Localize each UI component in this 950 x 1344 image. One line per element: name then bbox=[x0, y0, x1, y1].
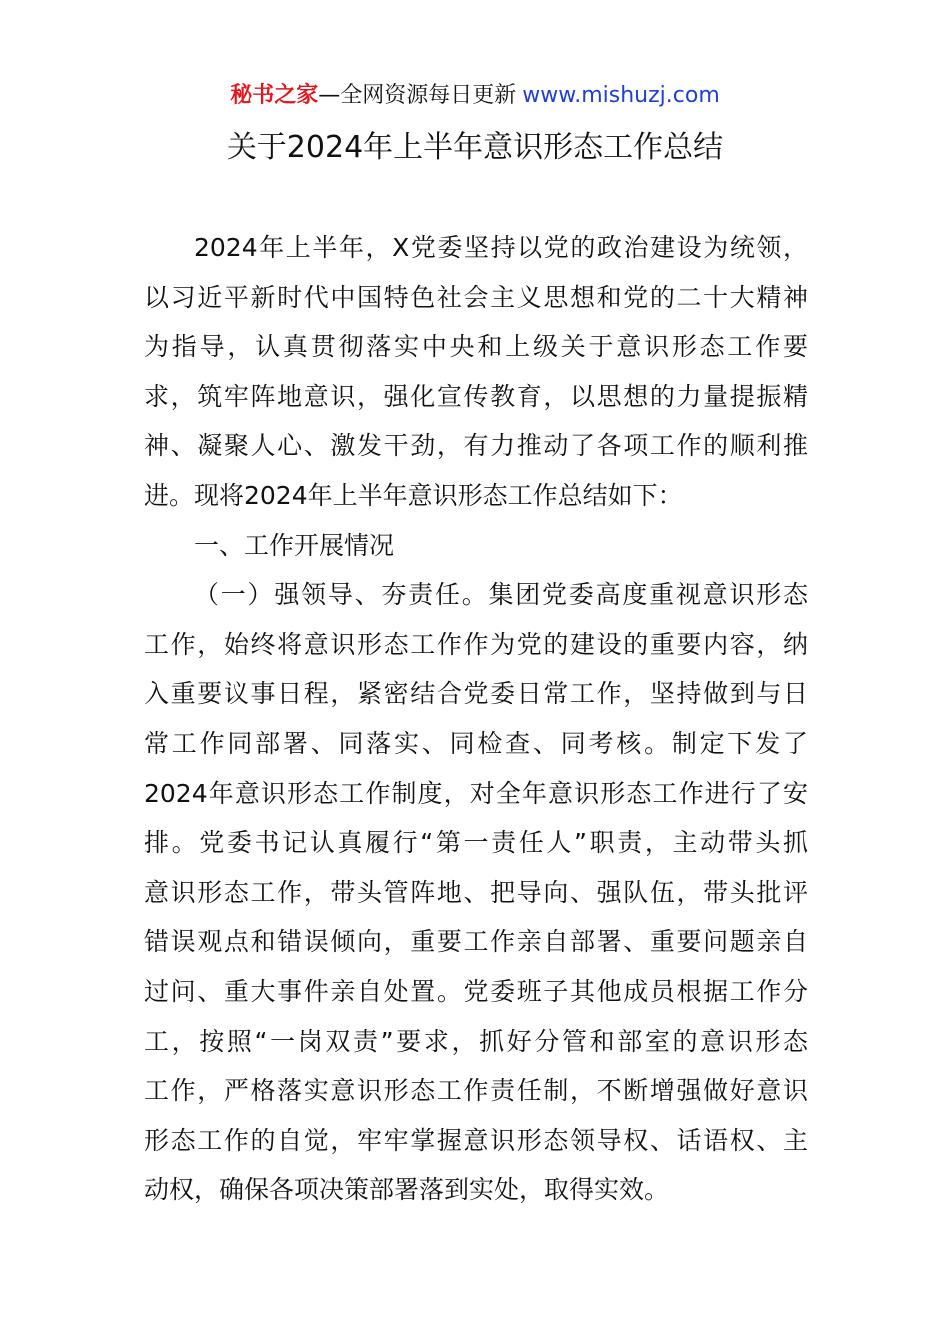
body-line: 求，筑牢阵地意识，强化宣传教育，以思想的力量提振精 bbox=[144, 381, 808, 411]
body-line: 排。党委书记认真履行“第一责任人”职责，主动带头抓 bbox=[144, 828, 808, 858]
section-heading: 一、工作开展情况 bbox=[194, 530, 395, 560]
document-title: 关于2024年上半年意识形态工作总结 bbox=[226, 130, 724, 165]
page-header bbox=[0, 80, 950, 112]
body-line: 意识形态工作，带头管阵地、把导向、强队伍，带头批评 bbox=[144, 877, 808, 907]
body-line: 过问、重大事件亲自处置。党委班子其他成员根据工作分 bbox=[144, 976, 808, 1006]
body-line: 动权，确保各项决策部署落到实处，取得实效。 bbox=[144, 1175, 670, 1205]
document-body bbox=[144, 223, 808, 1215]
site-tagline: —全网资源每日更新 bbox=[318, 83, 517, 108]
body-line: 错误观点和错误倾向，重要工作亲自部署、重要问题亲自 bbox=[144, 927, 808, 957]
body-line: 进。现将2024年上半年意识形态工作总结如下： bbox=[144, 480, 683, 510]
body-line: 工作，严格落实意识形态工作责任制，不断增强做好意识 bbox=[144, 1076, 808, 1106]
body-line: （一）强领导、夯责任。集团党委高度重视意识形态 bbox=[194, 580, 808, 610]
body-line: 工作，始终将意识形态工作作为党的建设的重要内容，纳 bbox=[144, 629, 808, 659]
body-line: 2024年意识形态工作制度，对全年意识形态工作进行了安 bbox=[144, 778, 808, 808]
site-url-link[interactable]: www.mishuzj.com bbox=[522, 83, 720, 108]
body-line: 2024年上半年，X党委坚持以党的政治建设为统领， bbox=[194, 233, 808, 262]
body-line: 常工作同部署、同落实、同检查、同考核。制定下发了 bbox=[144, 728, 808, 758]
body-line: 为指导，认真贯彻落实中央和上级关于意识形态工作要 bbox=[144, 332, 808, 362]
body-line: 形态工作的自觉，牢牢掌握意识形态领导权、话语权、主 bbox=[144, 1125, 808, 1155]
site-brand: 秘书之家 bbox=[230, 83, 319, 108]
body-line: 入重要议事日程，紧密结合党委日常工作，坚持做到与日 bbox=[144, 679, 808, 709]
body-line: 神、凝聚人心、激发干劲，有力推动了各项工作的顺利推 bbox=[144, 431, 808, 461]
body-line: 工，按照“一岗双责”要求，抓好分管和部室的意识形态 bbox=[144, 1026, 808, 1056]
body-line: 以习近平新时代中国特色社会主义思想和党的二十大精神 bbox=[144, 282, 808, 312]
